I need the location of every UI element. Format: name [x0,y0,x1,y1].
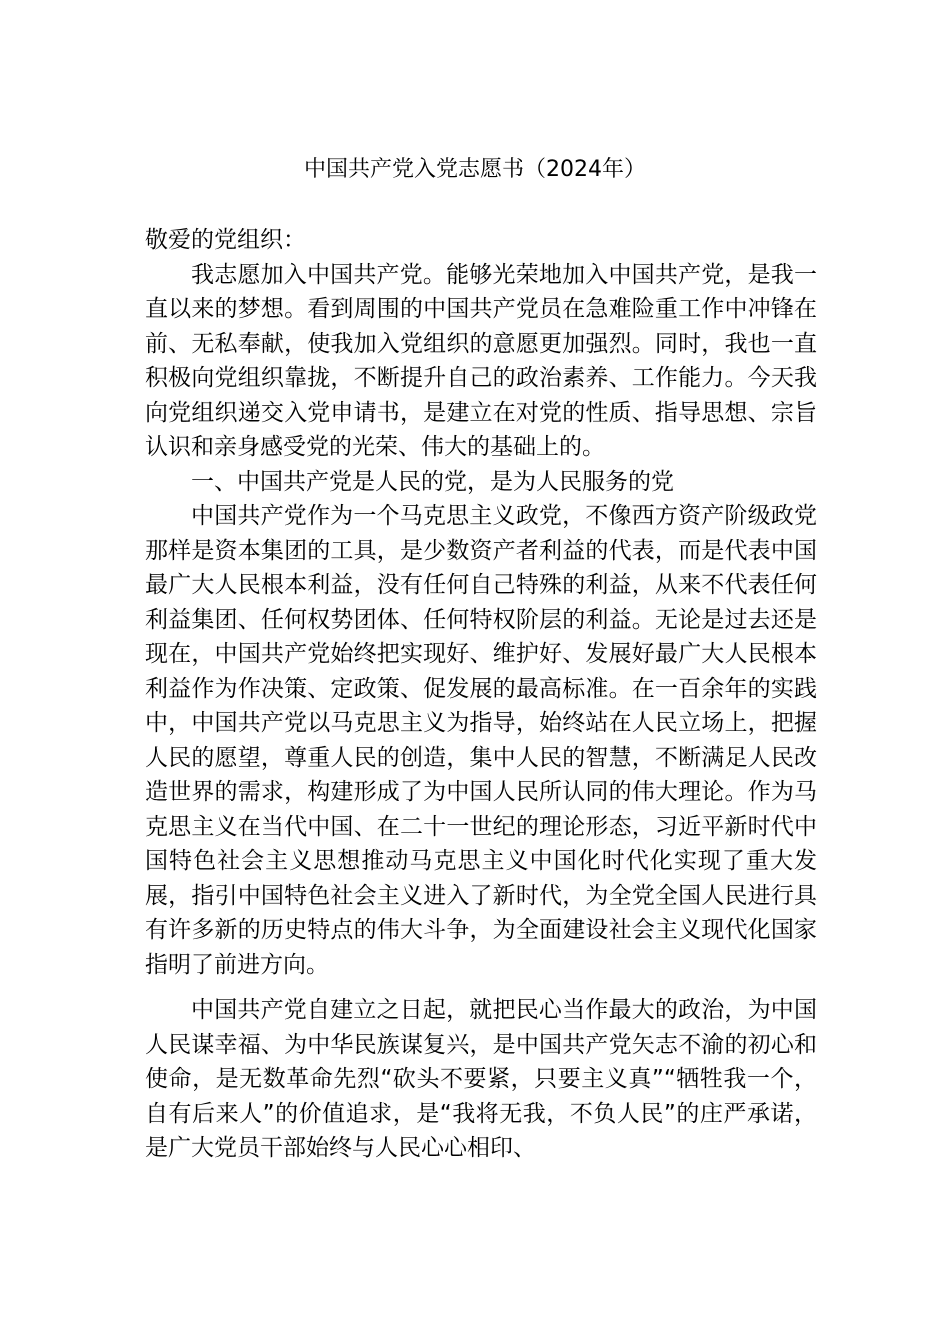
paragraph-people-heart: 中国共产党自建立之日起，就把民心当作最大的政治，为中国人民谋幸福、为中华民族谋复兴，是中国共产党矢志不渝的初心和使命，是无数革命先烈“砍头不要紧，只要主义真”“牺牲我一个，自有后来人”的价值追求，是“我将无我，不负人民”的庄严承诺，是广大党员干部始终与人民心心相印、 [145,997,817,1161]
document-body [145,223,817,1166]
paragraph-party-nature: 中国共产党作为一个马克思主义政党，不像西方资产阶级政党那样是资本集团的工具，是少数资产者利益的代表，而是代表中国最广大人民根本利益，没有任何自己特殊的利益，从来不代表任何利益集团、任何权势团体、任何特权阶层的利益。无论是过去还是现在，中国共产党始终把实现好、维护好、发展好最广大人民根本利益作为作决策、定政策、促发展的最高标准。在一百余年的实践中，中国共产党以马克思主义为指导，始终站在人民立场上，把握人民的愿望，尊重人民的创造，集中人民的智慧，不断满足人民改造世界的需求，构建形成了为中国人民所认同的伟大理论。作为马克思主义在当代中国、在二十一世纪的理论形态，习近平新时代中国特色社会主义思想推动马克思主义中国化时代化实现了重大发展，指引中国特色社会主义进入了新时代，为全党全国人民进行具有许多新的历史特点的伟大斗争，为全面建设社会主义现代化国家指明了前进方向。 [145,503,817,978]
document-title: 中国共产党入党志愿书（2024年） [304,157,646,182]
paragraph-intro: 我志愿加入中国共产党。能够光荣地加入中国共产党，是我一直以来的梦想。看到周围的中国共产党员在急难险重工作中冲锋在前、无私奉献，使我加入党组织的意愿更加强烈。同时，我也一直积极向党组织靠拢，不断提升自己的政治素养、工作能力。今天我向党组织递交入党申请书，是建立在对党的性质、指导思想、宗旨认识和亲身感受党的光荣、伟大的基础上的。 [145,261,817,460]
section-heading: 一、中国共产党是人民的党，是为人民服务的党 [191,468,674,495]
salutation: 敬爱的党组织： [145,227,306,253]
